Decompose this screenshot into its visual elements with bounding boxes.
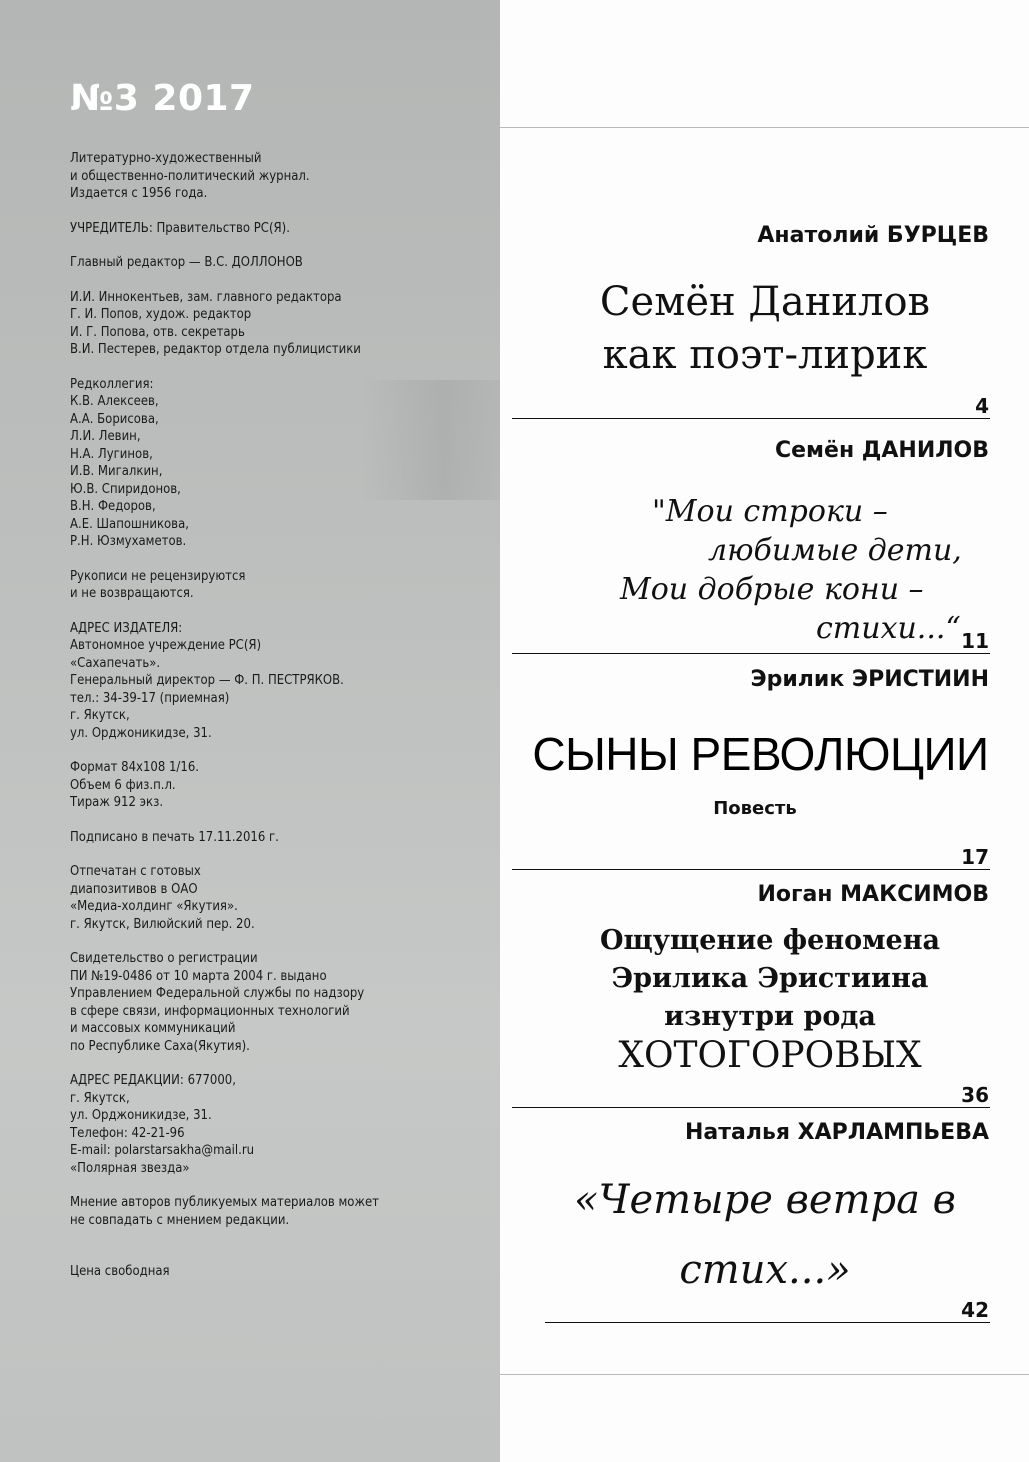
publisher-line: г. Якутск, — [70, 708, 130, 723]
disclaimer-block — [70, 1194, 490, 1229]
disclaimer-line: не совпадать с мнением редакции. — [70, 1212, 290, 1228]
editorial-line: АДРЕС РЕДАКЦИИ: 677000, — [70, 1073, 236, 1088]
entry-title-line: как поэт-лирик — [602, 332, 928, 378]
entry-page-number: 17 — [961, 845, 989, 869]
board-member: Ю.В. Спиридонов, — [70, 481, 181, 497]
entry-title-line: изнутри рода — [664, 1001, 876, 1032]
board-title: Редколлегия: — [70, 376, 154, 392]
masthead-info — [70, 150, 490, 1298]
entry-page-number: 4 — [975, 394, 989, 418]
bottom-divider — [500, 1374, 1029, 1375]
signed-date: Подписано в печать 17.11.2016 г. — [70, 829, 279, 845]
board-member: А.Е. Шапошникова, — [70, 516, 189, 532]
entry-rule — [545, 1322, 990, 1323]
manuscripts-note — [70, 568, 490, 603]
entry-rule — [512, 1107, 990, 1108]
entry-author: Анатолий БУРЦЕВ — [757, 223, 989, 248]
chief-editor: Главный редактор — В.С. ДОЛЛОНОВ — [70, 255, 303, 270]
entry-page-number: 36 — [961, 1083, 989, 1107]
entry-title — [540, 1165, 990, 1305]
registration-line: Управлением Федеральной службы по надзору — [70, 986, 365, 1001]
entry-title — [540, 276, 990, 382]
registration-line: ПИ №19-0486 от 10 марта 2004 г. выдано — [70, 968, 327, 984]
about-line: и общественно-политический журнал. — [70, 168, 310, 184]
entry-title-line: "Мои строки – — [652, 494, 888, 529]
editorial-line: E-mail: polarstarsakha@mail.ru — [70, 1143, 255, 1158]
board-member: К.В. Алексеев, — [70, 394, 159, 409]
format-block — [70, 759, 490, 812]
board-block — [70, 376, 490, 551]
registration-line: Свидетельство о регистрации — [70, 951, 258, 966]
publisher-line: Генеральный директор — Ф. П. ПЕСТРЯКОВ. — [70, 673, 344, 688]
entry-rule — [512, 418, 990, 419]
entry-title-line: Мои добрые кони – — [620, 572, 924, 607]
entry-title: СЫНЫ РЕВОЛЮЦИИ — [532, 728, 989, 780]
entry-title — [560, 922, 980, 1036]
entry-title-line: любимые дети, — [708, 533, 962, 568]
publisher-line: АДРЕС ИЗДАТЕЛЯ: — [70, 620, 183, 636]
entry-author: Семён ДАНИЛОВ — [774, 438, 989, 463]
staff-line: В.И. Пестерев, редактор отдела публицистики — [70, 342, 361, 357]
board-member: В.Н. Федоров, — [70, 499, 156, 514]
entry-title-line: стих...» — [679, 1247, 851, 1293]
entry-title-line: Семён Данилов — [599, 279, 931, 325]
format-line: Формат 84х108 1/16. — [70, 760, 199, 775]
registration-line: по Республике Саха(Якутия). — [70, 1038, 250, 1054]
entry-title-line: Ощущение феномена — [600, 925, 940, 956]
entry-author: Наталья ХАРЛАМПЬЕВА — [685, 1120, 989, 1145]
registration-line: в сфере связи, информационных технологий — [70, 1003, 350, 1019]
disclaimer-line: Мнение авторов публикуемых материалов может — [70, 1195, 379, 1210]
entry-page-number: 42 — [961, 1298, 989, 1322]
printed-line: Отпечатан с готовых — [70, 864, 201, 879]
format-line: Тираж 912 экз. — [70, 795, 164, 810]
entry-title-line: ХОТОГОРОВЫХ — [618, 1035, 922, 1076]
publisher-line: Автономное учреждение РС(Я) — [70, 638, 262, 653]
board-member: И.В. Мигалкин, — [70, 464, 163, 479]
issue-number: №3 2017 — [70, 78, 255, 119]
format-line: Объем 6 физ.п.л. — [70, 777, 176, 793]
manuscripts-line: Рукописи не рецензируются — [70, 568, 246, 584]
publisher-block — [70, 620, 490, 743]
entry-title-line: стихи...“ — [816, 611, 961, 646]
entry-subtitle: Повесть — [713, 798, 797, 819]
printed-line: г. Якутск, Вилюйский пер. 20. — [70, 916, 255, 932]
entry-rule — [512, 653, 990, 654]
editorial-line: Телефон: 42-21-96 — [70, 1125, 185, 1141]
staff-block — [70, 289, 490, 359]
about-line: Литературно-художественный — [70, 151, 262, 166]
entry-title-line: Эрилика Эристиина — [611, 963, 929, 994]
staff-line: И. Г. Попова, отв. секретарь — [70, 324, 245, 340]
publisher-line: «Сахапечать». — [70, 655, 161, 671]
entry-page-number: 11 — [961, 629, 989, 653]
registration-block — [70, 950, 490, 1055]
entry-author: Иоган МАКСИМОВ — [757, 882, 989, 907]
board-member: Л.И. Левин, — [70, 429, 141, 444]
board-member: Н.А. Лугинов, — [70, 446, 153, 462]
staff-line: И.И. Иннокентьев, зам. главного редактора — [70, 289, 342, 305]
about-line: Издается с 1956 года. — [70, 186, 208, 201]
printed-block — [70, 863, 490, 933]
top-divider — [500, 127, 1029, 128]
publisher-line: ул. Орджоникидзе, 31. — [70, 725, 212, 741]
registration-line: и массовых коммуникаций — [70, 1021, 236, 1036]
price: Цена свободная — [70, 1264, 170, 1279]
staff-line: Г. И. Попов, худож. редактор — [70, 307, 252, 322]
editorial-line: «Полярная звезда» — [70, 1160, 190, 1176]
publisher-line: тел.: 34-39-17 (приемная) — [70, 690, 230, 706]
board-member: А.А. Борисова, — [70, 411, 159, 427]
founder: УЧРЕДИТЕЛЬ: Правительство РС(Я). — [70, 220, 290, 236]
editorial-line: ул. Орджоникидзе, 31. — [70, 1108, 212, 1123]
entry-title-line: «Четыре ветра в — [574, 1177, 956, 1223]
printed-line: «Медиа-холдинг «Якутия». — [70, 899, 238, 914]
board-member: Р.Н. Юзмухаметов. — [70, 534, 187, 549]
printed-line: диапозитивов в ОАО — [70, 881, 198, 897]
entry-author: Эрилик ЭРИСТИИН — [750, 667, 989, 692]
manuscripts-line: и не возвращаются. — [70, 586, 194, 601]
about-block — [70, 150, 490, 203]
entry-rule — [512, 869, 990, 870]
editorial-line: г. Якутск, — [70, 1090, 130, 1106]
editorial-address-block — [70, 1072, 490, 1177]
entry-title — [620, 492, 962, 648]
